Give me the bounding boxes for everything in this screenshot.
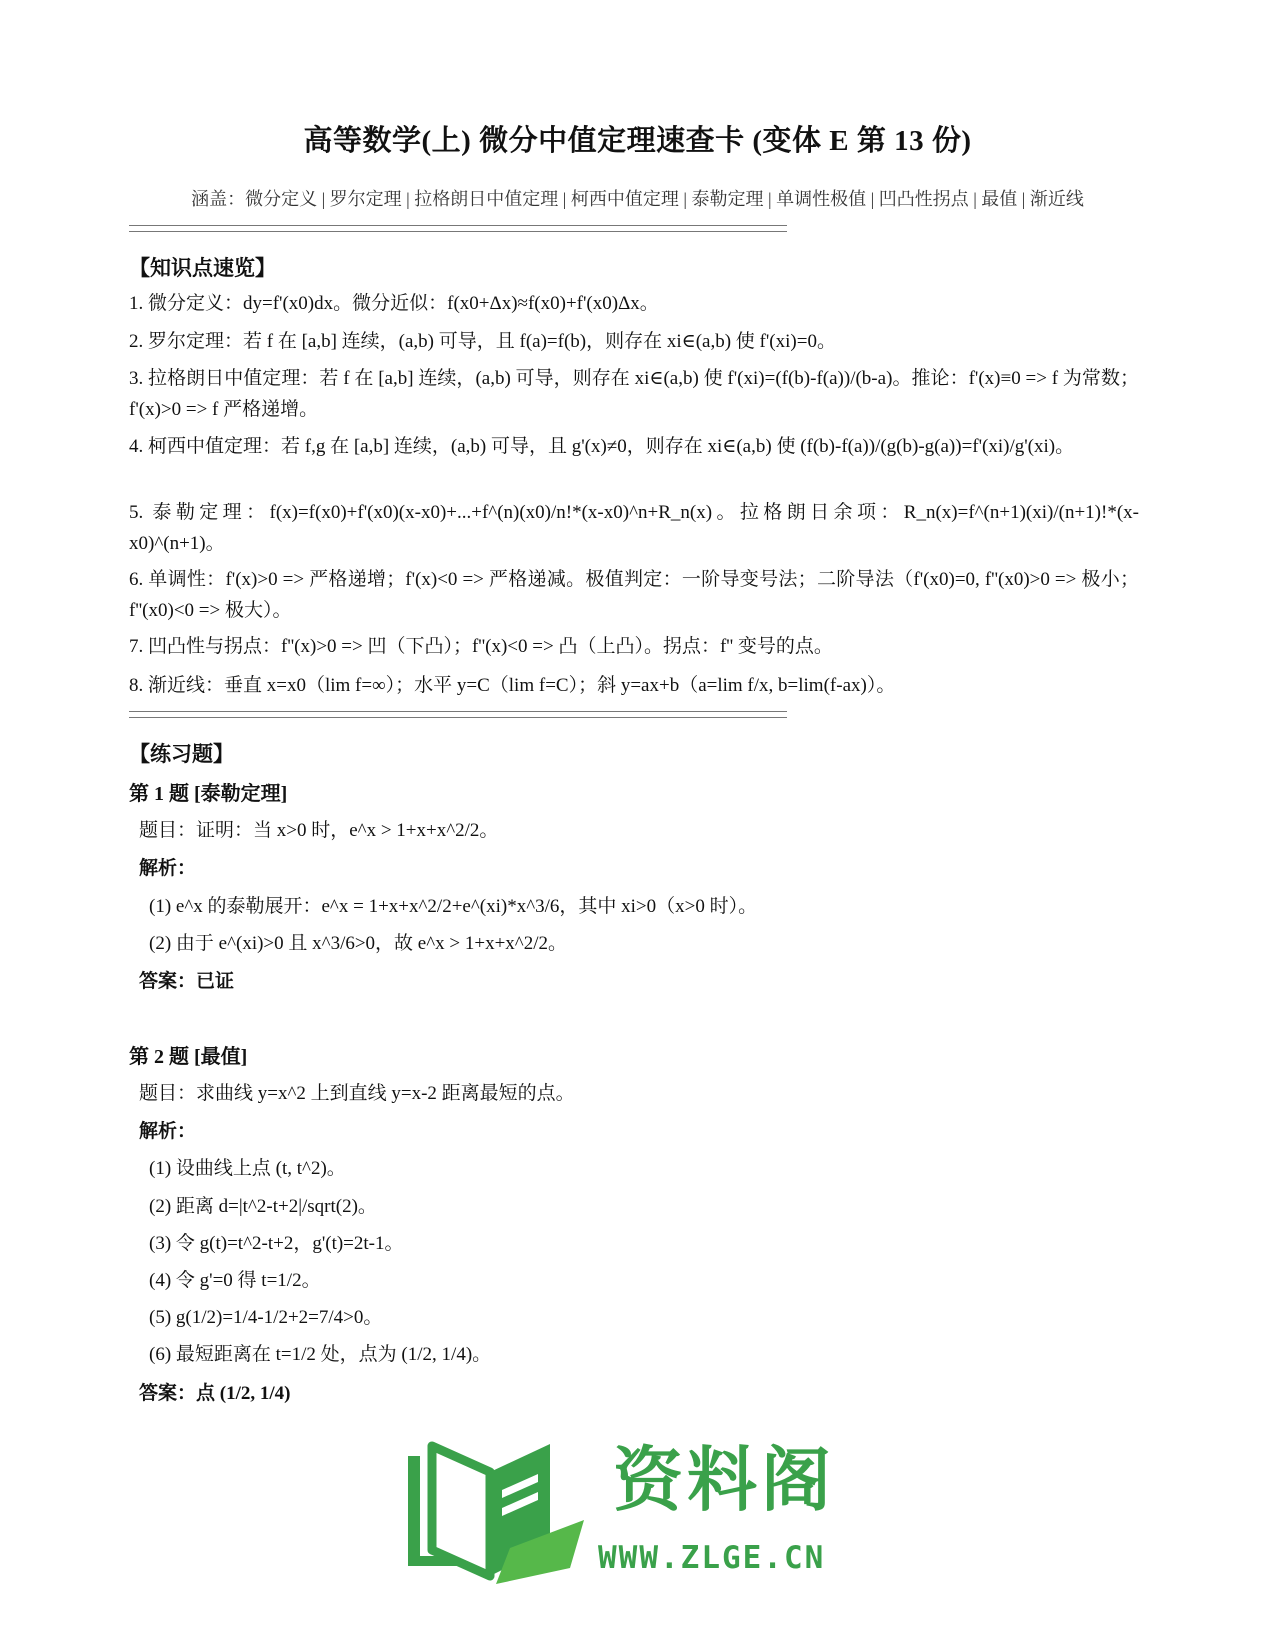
watermark-logo xyxy=(398,1438,868,1588)
knowledge-item: 5. 泰勒定理：f(x)=f(x0)+f'(x0)(x-x0)+...+f^(n)(x0)/n!*(x-x0)^n+R_n(x)。拉格朗日余项：R_n(x)=f^(n+1)(xi)/(n+1)!*(x-x0)^(n+1)。 xyxy=(129,502,1139,554)
solution-step: (2) 距离 d=|t^2-t+2|/sqrt(2)。 xyxy=(149,1196,377,1217)
analysis-label: 解析： xyxy=(139,1121,197,1142)
question-prompt: 题目：求曲线 y=x^2 上到直线 y=x-2 距离最短的点。 xyxy=(139,1083,575,1104)
separator-middle xyxy=(129,711,787,718)
knowledge-item: 1. 微分定义：dy=f'(x0)dx。微分近似：f(x0+Δx)≈f(x0)+f'(x0)Δx。 xyxy=(129,293,659,314)
solution-step: (1) e^x 的泰勒展开：e^x = 1+x+x^2/2+e^(xi)*x^3/6，其中 xi>0（x>0 时）。 xyxy=(149,896,758,917)
knowledge-item: 2. 罗尔定理：若 f 在 [a,b] 连续，(a,b) 可导，且 f(a)=f(b)，则存在 xi∈(a,b) 使 f'(xi)=0。 xyxy=(129,331,836,352)
knowledge-item: 7. 凹凸性与拐点：f''(x)>0 => 凹（下凸）；f''(x)<0 => 凸（上凸）。拐点：f'' 变号的点。 xyxy=(129,636,833,657)
practice-heading: 【练习题】 xyxy=(129,742,234,766)
solution-step: (4) 令 g'=0 得 t=1/2。 xyxy=(149,1270,321,1291)
solution-step: (3) 令 g(t)=t^2-t+2，g'(t)=2t-1。 xyxy=(149,1233,404,1254)
knowledge-item: 3. 拉格朗日中值定理：若 f 在 [a,b] 连续，(a,b) 可导，则存在 xi∈(a,b) 使 f'(xi)=(f(b)-f(a))/(b-a)。推论：f'(x)≡0 => f 为常数；f'(x)>0 => f 严格递增。 xyxy=(129,368,1139,420)
solution-step: (6) 最短距离在 t=1/2 处，点为 (1/2, 1/4)。 xyxy=(149,1344,492,1365)
page-subtitle: 涵盖：微分定义 | 罗尔定理 | 拉格朗日中值定理 | 柯西中值定理 | 泰勒定理 | 单调性极值 | 凹凸性拐点 | 最值 | 渐近线 xyxy=(191,189,1084,209)
solution-step: (1) 设曲线上点 (t, t^2)。 xyxy=(149,1158,346,1179)
solution-step: (5) g(1/2)=1/4-1/2+2=7/4>0。 xyxy=(149,1307,383,1328)
watermark-url: WWW.ZLGE.CN xyxy=(598,1540,826,1576)
page-title: 高等数学(上) 微分中值定理速查卡 (变体 E 第 13 份) xyxy=(303,125,972,157)
knowledge-item: 6. 单调性：f'(x)>0 => 严格递增；f'(x)<0 => 严格递减。极值判定：一阶导变号法；二阶导法（f'(x0)=0, f''(x0)>0 => 极小；f''(x0)<0 => 极大）。 xyxy=(129,569,1139,621)
question-title: 第 2 题 [最值] xyxy=(129,1046,248,1068)
knowledge-heading: 【知识点速览】 xyxy=(129,256,276,280)
answer-line: 答案：点 (1/2, 1/4) xyxy=(139,1383,291,1404)
analysis-label: 解析： xyxy=(139,858,197,879)
solution-step: (2) 由于 e^(xi)>0 且 x^3/6>0，故 e^x > 1+x+x^2/2。 xyxy=(149,933,568,954)
answer-line: 答案：已证 xyxy=(139,971,235,992)
separator-top xyxy=(129,225,787,232)
question-title: 第 1 题 [泰勒定理] xyxy=(129,783,288,805)
knowledge-item: 4. 柯西中值定理：若 f,g 在 [a,b] 连续，(a,b) 可导，且 g'(x)≠0，则存在 xi∈(a,b) 使 (f(b)-f(a))/(g(b)-g(a))=f'(xi)/g'(xi)。 xyxy=(129,436,1075,457)
question-prompt: 题目：证明：当 x>0 时，e^x > 1+x+x^2/2。 xyxy=(139,820,499,841)
knowledge-item: 8. 渐近线：垂直 x=x0（lim f=∞）；水平 y=C（lim f=C）；斜 y=ax+b（a=lim f/x, b=lim(f-ax)）。 xyxy=(129,675,896,696)
open-book-icon xyxy=(398,1438,598,1588)
watermark-name: 资料阁 xyxy=(613,1439,835,1521)
